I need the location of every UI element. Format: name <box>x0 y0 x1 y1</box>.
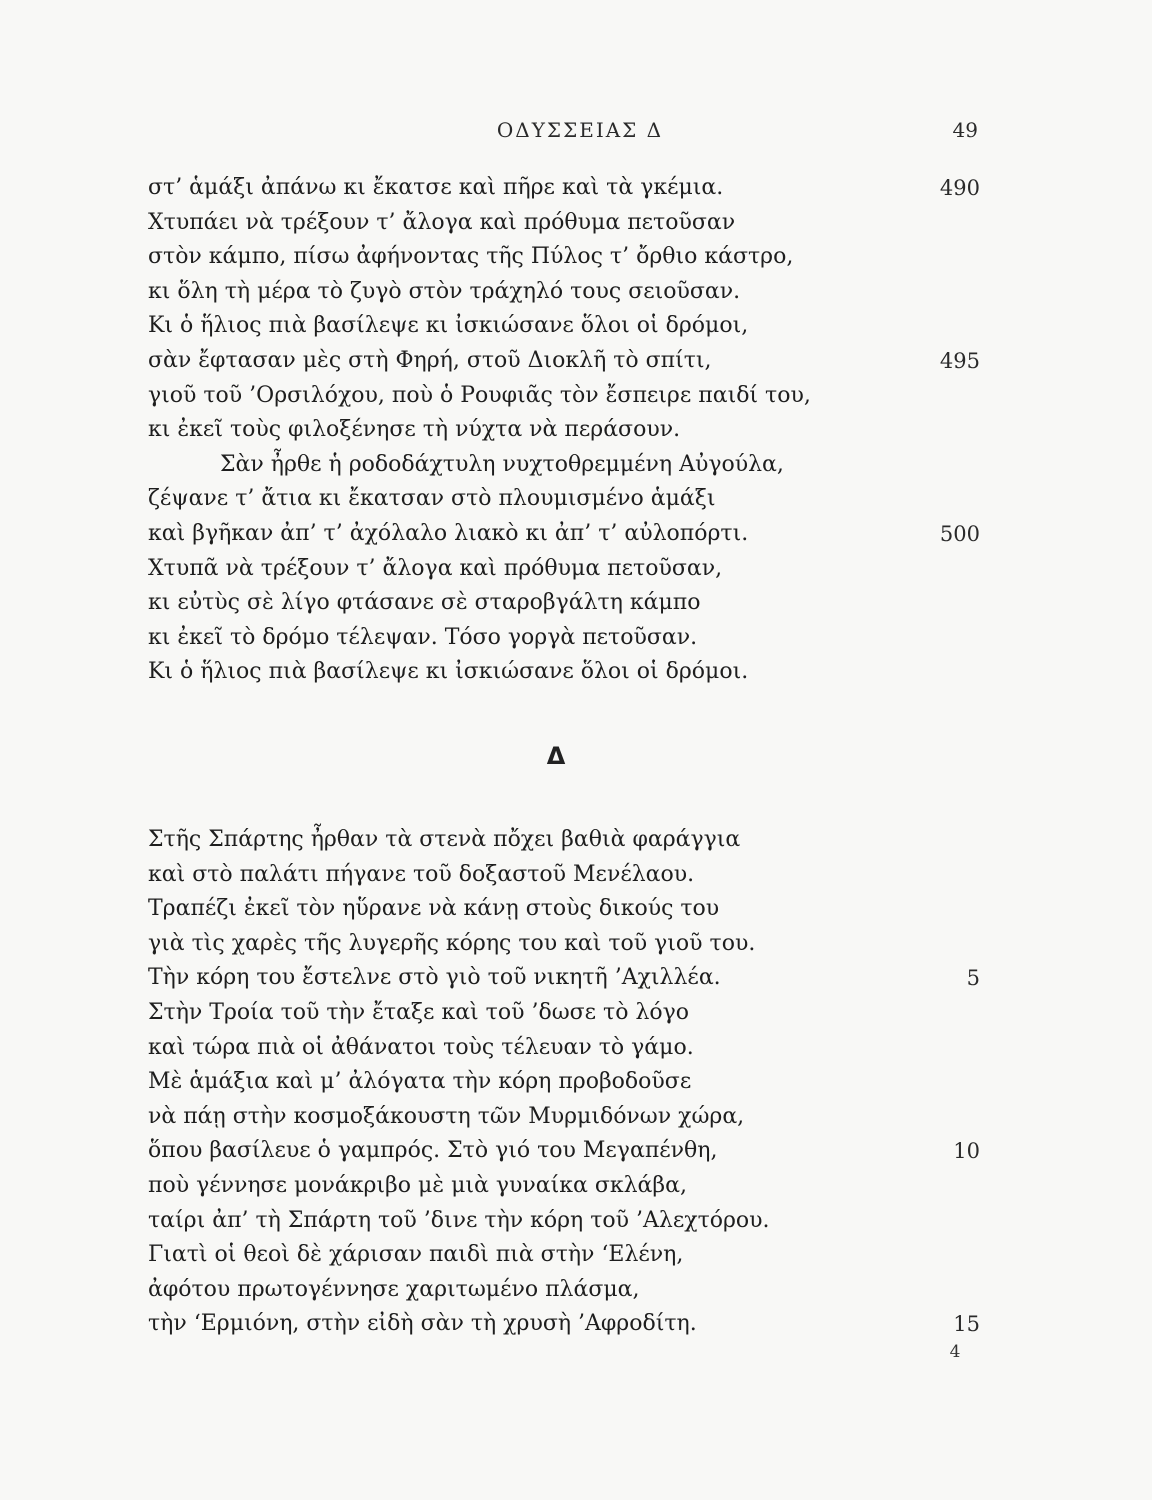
verse-line <box>0 413 1152 448</box>
verse-text: Τὴν κόρη του ἔστελνε στὸ γιὸ τοῦ νικητῆ ’Αχιλλέα. <box>148 965 721 991</box>
verse-text: ζέψανε τ’ ἄτια κι ἔκατσαν στὸ πλουμισμένο ἁμάξι <box>148 486 716 512</box>
verse-line <box>0 655 1152 690</box>
verse-line <box>0 1031 1152 1066</box>
line-number: 10 <box>953 1139 980 1164</box>
verse-line <box>0 1273 1152 1308</box>
verse-line <box>0 482 1152 517</box>
line-number: 490 <box>939 176 980 200</box>
verse-text: Κι ὁ ἥλιος πιὰ βασίλεψε κι ἰσκιώσανε ὅλοι οἱ δρόμοι, <box>148 313 749 339</box>
verse-line <box>0 961 1152 996</box>
verse-line <box>0 621 1152 656</box>
verse-text: Σὰν ἦρθε ἡ ροδοδάχτυλη νυχτοθρεμμένη Αὐγούλα, <box>220 451 784 477</box>
verse-text: γιοῦ τοῦ ’Ορσιλόχου, ποὺ ὁ Ρουφιᾶς τὸν ἔσπειρε παιδί του, <box>148 382 811 408</box>
verse-line <box>0 171 1152 206</box>
verse-line <box>0 1204 1152 1239</box>
verse-line <box>0 552 1152 587</box>
verse-line <box>0 858 1152 893</box>
verse-line <box>0 344 1152 379</box>
verse-line <box>0 1134 1152 1169</box>
verse-text: κι ἐκεῖ τοὺς φιλοξένησε τὴ νύχτα νὰ περάσουν. <box>148 417 681 443</box>
verse-text: καὶ βγῆκαν ἀπ’ τ’ ἀχόλαλο λιακὸ κι ἀπ’ τ’ αὐλοπόρτι. <box>148 520 749 546</box>
verse-text: ποὺ γέννησε μονάκριβο μὲ μιὰ γυναίκα σκλάβα, <box>148 1172 687 1198</box>
verse-line <box>0 448 1152 483</box>
line-number: 5 <box>966 966 980 991</box>
signature-mark: 4 <box>949 1342 961 1362</box>
verse-line <box>0 379 1152 414</box>
verse-text: Στῆς Σπάρτης ἦρθαν τὰ στενὰ πὄχει βαθιὰ φαράγγια <box>148 827 741 852</box>
page-number: 49 <box>952 118 978 142</box>
verse-line <box>0 309 1152 344</box>
verse-line <box>0 586 1152 621</box>
verse-line <box>0 517 1152 552</box>
verse-text: ἀφότου πρωτογέννησε χαριτωμένο πλάσμα, <box>148 1276 640 1302</box>
verse-text: κι ὅλη τὴ μέρα τὸ ζυγὸ στὸν τράχηλό τους σειοῦσαν. <box>148 278 741 304</box>
verse-block-1 <box>0 171 1152 690</box>
verse-text: καὶ τώρα πιὰ οἱ ἀθάνατοι τοὺς τέλευαν τὸ γάμο. <box>148 1034 694 1060</box>
running-title: ΟΔΥΣΣΕΙΑΣ Δ <box>496 118 664 142</box>
verse-text: στ’ ἁμάξι ἀπάνω κι ἔκατσε καὶ πῆρε καὶ τὰ γκέμια. <box>148 175 724 200</box>
verse-text: σὰν ἔφτασαν μὲς στὴ Φηρή, στοῦ Διοκλῆ τὸ σπίτι, <box>148 347 712 373</box>
verse-line <box>0 1065 1152 1100</box>
verse-line <box>0 275 1152 310</box>
verse-line <box>0 240 1152 275</box>
verse-text: Στὴν Τροία τοῦ τὴν ἔταξε καὶ τοῦ ’δωσε τὸ λόγο <box>148 999 690 1025</box>
verse-text: Χτυπᾶ νὰ τρέξουν τ’ ἄλογα καὶ πρόθυμα πετοῦσαν, <box>148 555 723 581</box>
verse-text: γιὰ τὶς χαρὲς τῆς λυγερῆς κόρης του καὶ τοῦ γιοῦ του. <box>148 930 756 956</box>
verse-line <box>0 1100 1152 1135</box>
book-heading-letter: Δ <box>546 742 566 770</box>
verse-text: Γιατὶ οἱ θεοὶ δὲ χάρισαν παιδὶ πιὰ στὴν ‘Ελένη, <box>148 1242 684 1268</box>
verse-text: ὅπου βασίλευε ὁ γαμπρός. Στὸ γιό του Μεγαπένθη, <box>148 1138 718 1164</box>
verse-text: κι ἐκεῖ τὸ δρόμο τέλεψαν. Τόσο γοργὰ πετοῦσαν. <box>148 624 698 650</box>
verse-text: κι εὐτὺς σὲ λίγο φτάσανε σὲ σταροβγάλτη κάμπο <box>148 590 701 616</box>
verse-line <box>0 996 1152 1031</box>
line-number: 500 <box>939 521 980 546</box>
verse-text: τὴν ‘Ερμιόνη, στὴν εἰδὴ σὰν τὴ χρυσὴ ’Αφροδίτη. <box>148 1311 697 1337</box>
verse-block-2 <box>0 823 1152 1342</box>
verse-line <box>0 1238 1152 1273</box>
verse-line <box>0 206 1152 241</box>
verse-text: Χτυπάει νὰ τρέξουν τ’ ἄλογα καὶ πρόθυμα πετοῦσαν <box>148 209 736 235</box>
verse-line <box>0 1169 1152 1204</box>
running-head <box>0 118 1152 148</box>
verse-line <box>0 1307 1152 1342</box>
verse-text: ταίρι ἀπ’ τὴ Σπάρτη τοῦ ’δινε τὴν κόρη τοῦ ’Αλεχτόρου. <box>148 1207 770 1233</box>
line-number: 15 <box>953 1312 980 1337</box>
verse-text: Μὲ ἁμάξια καὶ μ’ ἀλόγατα τὴν κόρη προβοδοῦσε <box>148 1069 692 1095</box>
verse-text: Τραπέζι ἐκεῖ τὸν ηὕρανε νὰ κάνῃ στοὺς δικούς του <box>148 896 720 922</box>
verse-line <box>0 823 1152 858</box>
verse-line <box>0 927 1152 962</box>
verse-text: στὸν κάμπο, πίσω ἀφήνοντας τῆς Πύλος τ’ ὄρθιο κάστρο, <box>148 244 794 270</box>
verse-text: νὰ πάῃ στὴν κοσμοξάκουστη τῶν Μυρμιδόνων χώρα, <box>148 1103 745 1129</box>
verse-text: Κι ὁ ἥλιος πιὰ βασίλεψε κι ἰσκιώσανε ὅλοι οἱ δρόμοι. <box>148 659 749 685</box>
verse-line <box>0 892 1152 927</box>
line-number: 495 <box>939 348 980 373</box>
verse-text: καὶ στὸ παλάτι πήγανε τοῦ δοξαστοῦ Μενέλαου. <box>148 861 695 887</box>
